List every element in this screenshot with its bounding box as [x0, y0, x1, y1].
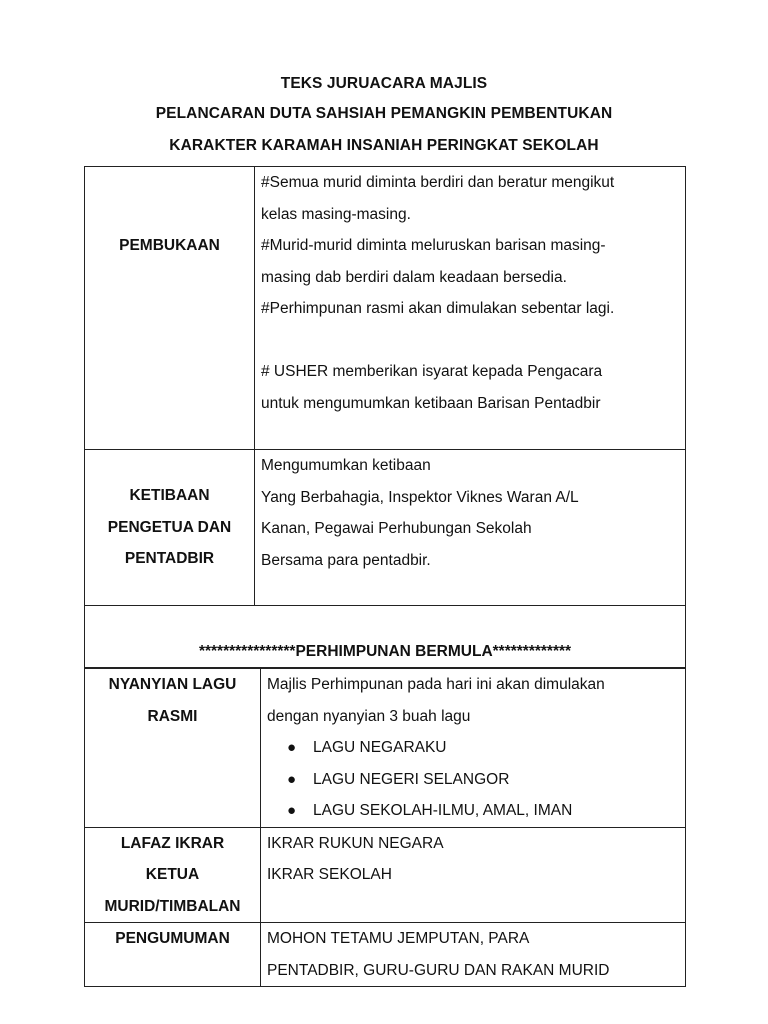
content-line: masing dab berdiri dalam keadaan bersedia.: [261, 268, 567, 286]
label-line: PENTADBIR: [124, 550, 215, 567]
content-line: #Murid-murid diminta meluruskan barisan masing-: [261, 237, 606, 254]
label-line: LAFAZ IKRAR: [120, 834, 225, 852]
label-cell-ketibaan: [85, 450, 255, 606]
song-list: [267, 732, 681, 827]
label-pengumuman: PENGUMUMAN: [115, 930, 230, 947]
content-line: #Semua murid diminta berdiri dan beratur mengikut: [261, 174, 615, 191]
song-label: LAGU SEKOLAH-ILMU, AMAL, IMAN: [313, 802, 573, 819]
label-pembukaan: PEMBUKAAN: [119, 237, 220, 254]
content-line: #Perhimpunan rasmi akan dimulakan sebentar lagi.: [261, 300, 615, 317]
content-line: IKRAR RUKUN NEGARA: [267, 834, 444, 852]
content-line: Bersama para pentadbir.: [261, 551, 431, 569]
table-row-nyanyian: [85, 669, 686, 828]
label-line: KETIBAAN: [129, 487, 210, 504]
program-table-bottom: [84, 668, 686, 987]
content-cell-nyanyian: [261, 669, 686, 828]
content-line: MOHON TETAMU JEMPUTAN, PARA: [267, 930, 530, 947]
list-item: [287, 732, 681, 764]
label-cell-lafaz: [85, 827, 261, 923]
content-cell-pengumuman: [261, 923, 686, 987]
list-item: [287, 795, 681, 827]
label-line: PENGETUA DAN: [107, 518, 232, 536]
content-cell-lafaz: [261, 827, 686, 923]
content-line: Kanan, Pegawai Perhubungan Sekolah: [261, 520, 532, 537]
table-row-banner: [85, 606, 686, 668]
content-cell-pembukaan: [255, 167, 686, 450]
content-line: dengan nyanyian 3 buah lagu: [267, 707, 471, 725]
content-line: PENTADBIR, GURU-GURU DAN RAKAN MURID: [267, 961, 610, 979]
label-cell-pengumuman: [85, 923, 261, 987]
document-title: TEKS JURUACARA MAJLIS: [280, 75, 488, 92]
content-line: Majlis Perhimpunan pada hari ini akan dimulakan: [267, 676, 605, 693]
perhimpunan-bermula-banner: ****************PERHIMPUNAN BERMULA*************: [198, 643, 572, 660]
table-row-pengumuman: [85, 923, 686, 987]
banner-cell: [85, 606, 686, 668]
content-cell-ketibaan: [255, 450, 686, 606]
label-cell-nyanyian: [85, 669, 261, 828]
label-line: RASMI: [147, 707, 198, 725]
song-label: LAGU NEGERI SELANGOR: [313, 770, 510, 788]
bullet-icon: ●: [287, 739, 297, 756]
label-line: MURID/TIMBALAN: [104, 897, 241, 915]
label-line: NYANYIAN LAGU: [108, 676, 237, 693]
label-line: KETUA: [145, 866, 200, 883]
program-table-top: [84, 166, 686, 668]
song-label: LAGU NEGARAKU: [313, 739, 447, 756]
content-line: untuk mengumumkan ketibaan Barisan Pentadbir: [261, 394, 601, 412]
content-line: IKRAR SEKOLAH: [267, 866, 392, 883]
bullet-icon: ●: [287, 770, 297, 788]
content-spacer: [261, 325, 681, 357]
document-subtitle-line-2: KARAKTER KARAMAH INSANIAH PERINGKAT SEKOLAH: [169, 137, 599, 154]
document-subtitle-line-1: PELANCARAN DUTA SAHSIAH PEMANGKIN PEMBENTUKAN: [155, 105, 613, 122]
bullet-icon: ●: [287, 802, 297, 819]
content-line: Yang Berbahagia, Inspektor Viknes Waran A/L: [261, 488, 579, 506]
label-cell-pembukaan: [85, 167, 255, 450]
content-line: Mengumumkan ketibaan: [261, 457, 431, 474]
content-line: kelas masing-masing.: [261, 205, 411, 223]
table-row-lafaz: [85, 827, 686, 923]
table-row-ketibaan: [85, 450, 686, 606]
content-line: # USHER memberikan isyarat kepada Pengacara: [261, 363, 603, 380]
table-row-pembukaan: [85, 167, 686, 450]
list-item: [287, 764, 681, 796]
